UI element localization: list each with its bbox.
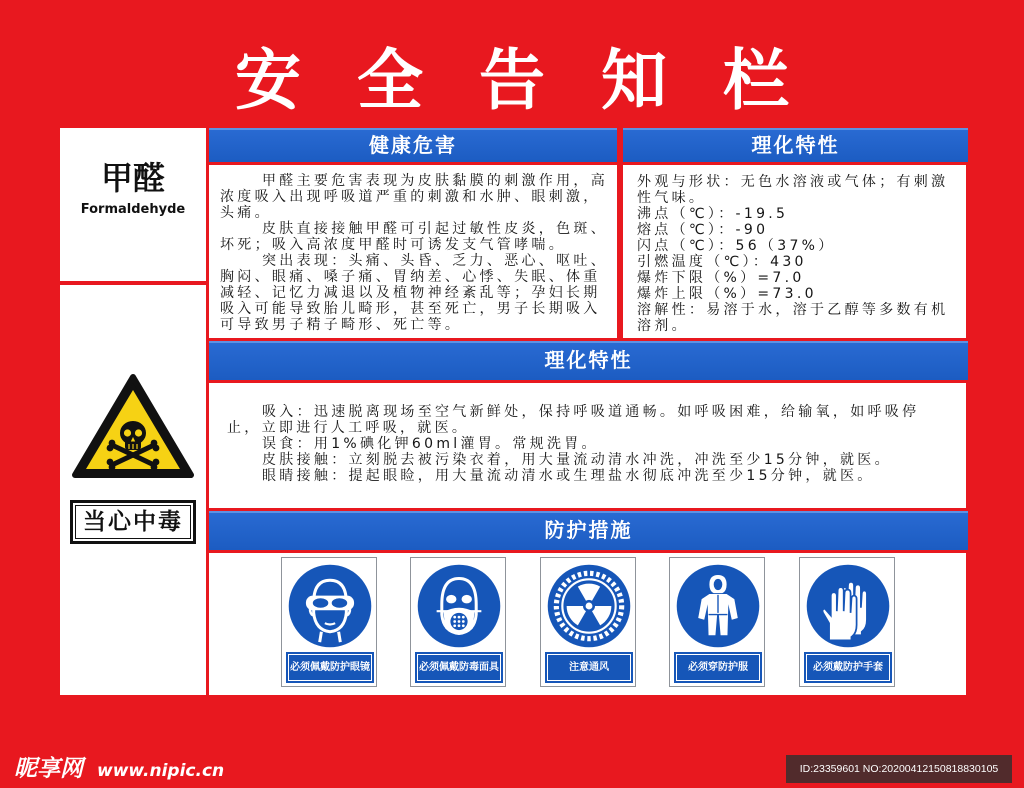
properties-heading: 理化特性 xyxy=(623,128,968,162)
protection-card xyxy=(540,557,636,687)
warning-panel xyxy=(60,285,206,695)
protective-suit-icon xyxy=(675,563,761,649)
chemical-name-cn: 甲醛 xyxy=(100,159,165,197)
property-line: 爆炸上限（%）=73.0 xyxy=(637,286,817,302)
first-aid-paragraph: 误食：用1%碘化钾60ml灌胃。常规洗胃。 xyxy=(262,436,599,452)
health-paragraph: 突出表现：头痛、头昏、乏力、恶心、呕吐、胸闷、眼痛、嗓子痛、胃纳差、心悸、失眠、体重减轻、记忆力减退以及植物神经紊乱等；孕妇长期吸入可能导致胎儿畸形，甚至死亡，男子长期吸入可导致男子精子畸形、死亡等。 xyxy=(220,253,608,333)
protection-card xyxy=(410,557,506,687)
watermark-id: ID:23359601 NO:20200412150818830105 xyxy=(786,755,1012,783)
first-aid-heading: 理化特性 xyxy=(209,341,968,380)
property-line: 熔点（℃）：-90 xyxy=(637,222,769,238)
protection-label: 必须佩戴防护眼镜 xyxy=(286,652,374,683)
first-aid-text xyxy=(209,383,966,508)
first-aid-paragraph: 皮肤接触：立刻脱去被污染衣着，用大量流动清水冲洗，冲洗至少15分钟，就医。 xyxy=(262,452,892,468)
health-paragraph: 甲醛主要危害表现为皮肤黏膜的刺激作用，高浓度吸入出现呼吸道严重的刺激和水肿、眼刺激，头痛。 xyxy=(220,173,608,221)
property-line: 闪点（℃）：56（37%） xyxy=(637,238,836,254)
property-line: 溶解性：易溶于水，溶于乙醇等多数有机溶剂。 xyxy=(637,302,949,334)
protection-card xyxy=(669,557,765,687)
protection-card xyxy=(281,557,377,687)
safety-goggles-icon xyxy=(287,563,373,649)
poison-warning-icon xyxy=(70,372,196,480)
warning-label: 当心中毒 xyxy=(70,500,196,544)
first-aid-paragraph: 吸入：迅速脱离现场至空气新鲜处，保持呼吸道通畅。如呼吸困难，给输氧，如呼吸停止，立即进行人工呼吸，就医。 xyxy=(227,404,920,436)
property-line: 沸点（℃）：-19.5 xyxy=(637,206,789,222)
property-line: 爆炸下限（%）=7.0 xyxy=(637,270,805,286)
health-paragraph: 皮肤直接接触甲醛可引起过敏性皮炎，色斑、坏死；吸入高浓度甲醛时可诱发支气管哮喘。 xyxy=(220,221,608,253)
chemical-name-en: Formaldehyde xyxy=(80,202,186,217)
protection-heading: 防护措施 xyxy=(209,511,968,550)
property-line: 外观与形状：无色水溶液或气体；有刺激性气味。 xyxy=(637,174,949,206)
protection-label: 必须戴防护手套 xyxy=(804,652,892,683)
watermark-site-url: www.nipic.cn xyxy=(97,761,225,781)
protection-label: 注意通风 xyxy=(545,652,633,683)
chemical-name-panel xyxy=(60,128,206,281)
protection-card xyxy=(799,557,895,687)
protection-panel xyxy=(209,553,966,695)
protection-label: 必须穿防护服 xyxy=(674,652,762,683)
gas-mask-icon xyxy=(416,563,502,649)
ventilation-icon xyxy=(546,563,632,649)
protective-gloves-icon xyxy=(805,563,891,649)
health-hazards-heading: 健康危害 xyxy=(209,128,617,162)
property-line: 引燃温度（℃）：430 xyxy=(637,254,807,270)
watermark-site-name: 昵享网 xyxy=(14,756,83,782)
first-aid-paragraph: 眼睛接触：提起眼睑，用大量流动清水或生理盐水彻底冲洗至少15分钟，就医。 xyxy=(262,468,875,484)
protection-label: 必须佩戴防毒面具 xyxy=(415,652,503,683)
page-title: 安全告知栏 xyxy=(235,42,845,119)
health-hazards-text xyxy=(209,165,617,338)
properties-text xyxy=(623,165,966,338)
